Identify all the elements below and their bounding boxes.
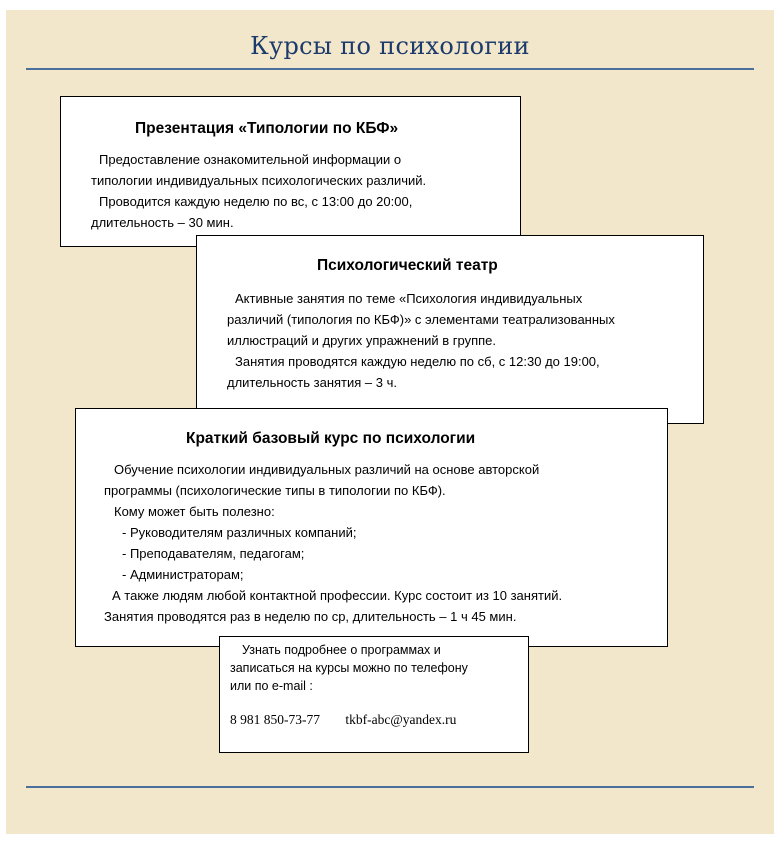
contact-text-1: Узнать подробнее о программах и [242,643,441,657]
basic-course-text-1: Обучение психологии индивидуальных различий на основе авторской [114,462,540,477]
basic-course-text-2: программы (психологические типы в типологии по КБФ). [104,483,446,498]
theatre-duration: длительность занятия – 3 ч. [227,375,397,390]
presentation-text-1: Предоставление ознакомительной информации о [99,152,402,167]
basic-course-schedule: Занятия проводятся раз в неделю по ср, длительность – 1 ч 45 мин. [104,609,517,624]
audience-item: - Преподавателям, педагогам; [122,546,305,561]
theatre-text-3: иллюстраций и других упражнений в группе. [227,333,497,348]
top-divider [26,68,754,70]
presentation-text-2: типологии индивидуальных психологических различий. [91,173,427,188]
page-title: Курсы по психологии [250,32,530,60]
presentation-duration: длительность – 30 мин. [91,215,234,230]
bottom-divider [26,786,754,788]
contact-phone[interactable]: 8 981 850-73-77 [230,712,320,727]
contact-details [230,711,516,729]
contact-email[interactable]: tkbf-abc@yandex.ru [345,712,457,727]
contact-text-3: или по e-mail : [230,679,313,693]
basic-course-card [75,408,668,647]
page-background [6,10,774,834]
presentation-title: Презентация «Типологии по КБФ» [135,120,399,137]
presentation-schedule: Проводится каждую неделю по вс, с 13:00 до 20:00, [99,194,413,209]
theatre-text-1: Активные занятия по теме «Психология индивидуальных [235,291,583,306]
contact-text-2: записаться на курсы можно по телефону [230,661,468,675]
basic-course-text-3: А также людям любой контактной профессии. Курс состоит из 10 занятий. [112,588,563,603]
theatre-title: Психологический театр [317,257,498,274]
basic-course-title: Краткий базовый курс по психологии [186,430,476,447]
audience-item: - Руководителям различных компаний; [122,525,357,540]
theatre-schedule: Занятия проводятся каждую неделю по сб, с 12:30 до 19:00, [235,354,600,369]
theatre-card [196,235,704,424]
presentation-card [60,96,521,247]
contact-card [219,636,529,753]
audience-item: - Администраторам; [122,567,244,582]
theatre-text-2: различий (типология по КБФ)» с элементами театрализованных [227,312,615,327]
basic-course-audience-heading: Кому может быть полезно: [114,504,275,519]
